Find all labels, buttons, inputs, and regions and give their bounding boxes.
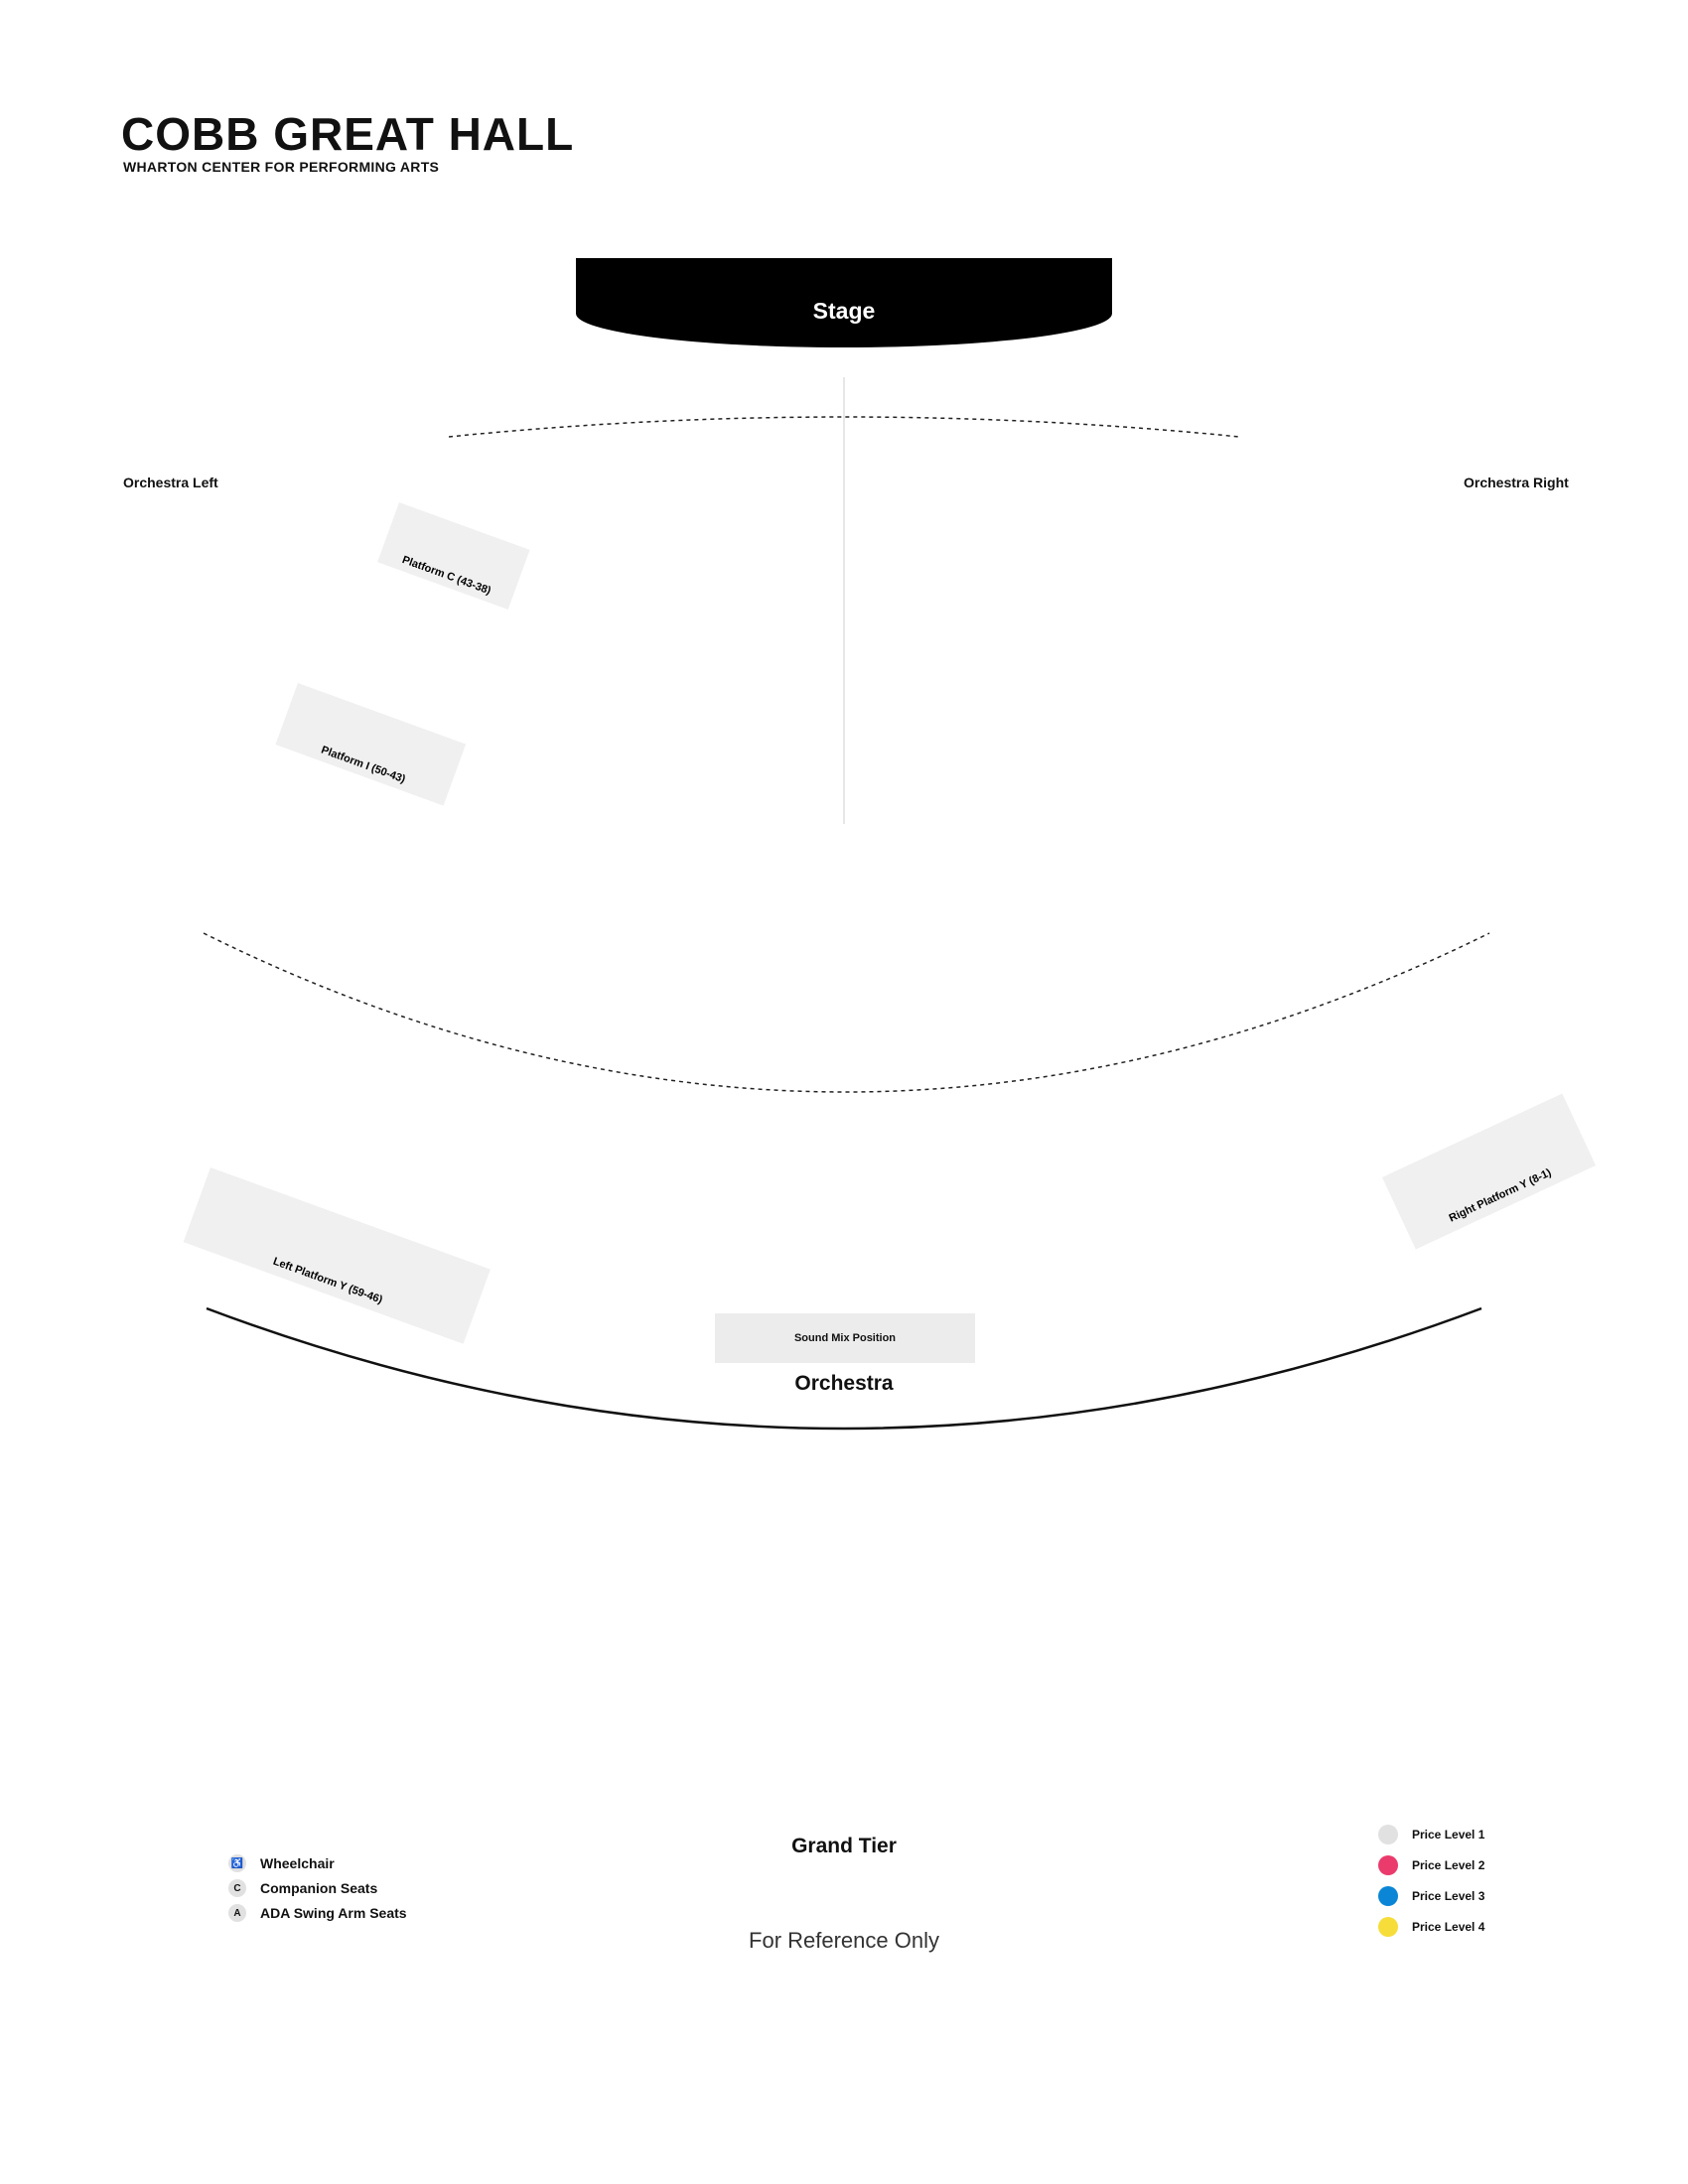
right-platform-y-box (1382, 1093, 1596, 1249)
price-level-2-label: Price Level 2 (1412, 1858, 1485, 1872)
left-platform-y-label: Left Platform Y (59-46) (271, 1255, 384, 1306)
sound-mix-position: Sound Mix Position (715, 1313, 975, 1363)
price-level-4-label: Price Level 4 (1412, 1920, 1485, 1934)
price-level-3-swatch (1378, 1886, 1398, 1906)
right-platform-y (1382, 1093, 1596, 1249)
price-level-4-swatch (1378, 1917, 1398, 1937)
platform-c-label: Platform C (43-38) (400, 554, 492, 598)
legend-companion (228, 1879, 377, 1897)
reference-note: For Reference Only (749, 1928, 939, 1953)
venue-title: COBB GREAT HALL (121, 108, 575, 160)
legend-ada-label: ADA Swing Arm Seats (260, 1905, 407, 1921)
stage-label: Stage (812, 298, 876, 324)
legend-ada (228, 1904, 407, 1922)
legend-price-level-4 (1378, 1917, 1484, 1937)
orchestra-left-label: Orchestra Left (123, 475, 218, 490)
platform-i-label: Platform I (50-43) (319, 744, 407, 786)
platform-c-box (377, 502, 529, 610)
orchestra-divider-rear (204, 933, 1489, 1092)
wheelchair-icon: ♿ (228, 1854, 246, 1872)
legend-price-level-3 (1378, 1886, 1484, 1906)
venue-subtitle: WHARTON CENTER FOR PERFORMING ARTS (123, 159, 440, 175)
orchestra-right-label: Orchestra Right (1464, 475, 1569, 490)
legend-wheelchair (228, 1854, 335, 1872)
ada-seat-icon: A (228, 1904, 246, 1922)
platform-i (275, 683, 466, 806)
companion-seat-icon: C (228, 1879, 246, 1897)
legend-price-level-2 (1378, 1855, 1484, 1875)
grand-tier-section-label: Grand Tier (791, 1835, 897, 1857)
price-level-1-label: Price Level 1 (1412, 1828, 1485, 1842)
right-platform-y-label: Right Platform Y (8-1) (1447, 1166, 1554, 1225)
price-level-3-label: Price Level 3 (1412, 1889, 1485, 1903)
legend-price-level-1 (1378, 1825, 1484, 1844)
orchestra-section-label: Orchestra (794, 1372, 894, 1395)
price-level-1-swatch (1378, 1825, 1398, 1844)
price-level-2-swatch (1378, 1855, 1398, 1875)
platform-c (377, 502, 529, 610)
legend-wheelchair-label: Wheelchair (260, 1855, 335, 1871)
legend-companion-label: Companion Seats (260, 1880, 378, 1896)
platform-i-box (275, 683, 466, 806)
